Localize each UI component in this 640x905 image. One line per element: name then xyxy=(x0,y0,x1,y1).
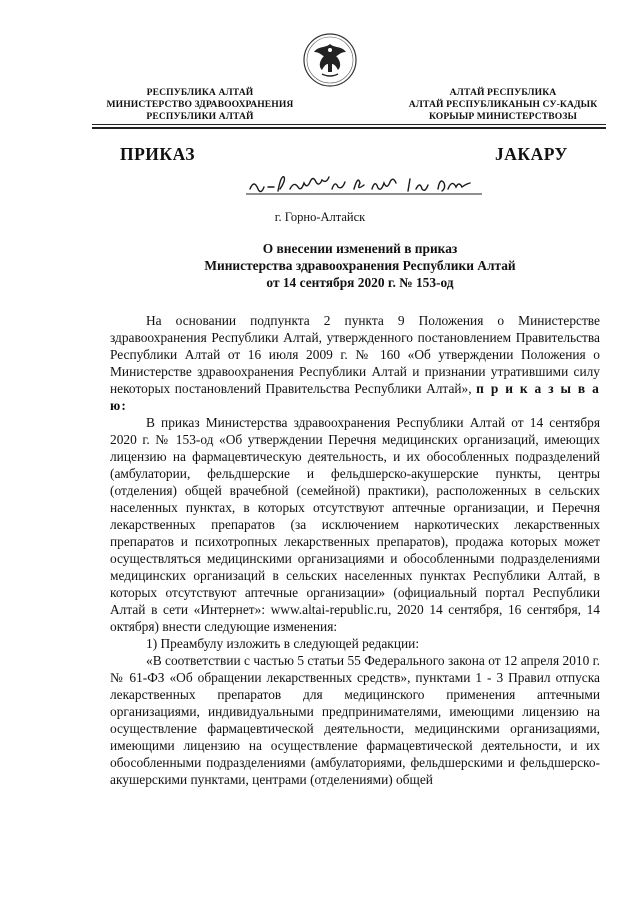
header-left-line: МИНИСТЕРСТВО ЗДРАВООХРАНЕНИЯ xyxy=(106,99,294,110)
title-line: О внесении изменений в приказ xyxy=(262,241,458,256)
header-left-block xyxy=(90,87,310,123)
document-title xyxy=(120,240,600,291)
city-label: г. Горно-Алтайск xyxy=(274,210,366,224)
doc-type-altai: JАКАРУ xyxy=(495,144,568,164)
title-line: от 14 сентября 2020 г. № 153-од xyxy=(266,275,454,290)
doc-type-russian: ПРИКАЗ xyxy=(120,144,196,164)
header-divider-thin xyxy=(92,124,606,125)
paragraph-basis-text: На основании подпункта 2 пункта 9 Положения о Министерстве здравоохранения Республики Алтай, утвержденного постановлением Правительства Республики Алтай от 16 июля 2009 г. № 160 «Об утверждении Положения о Министерстве здравоохранения Республики Алтай и признании утратившими силу некоторых постановлений Правительства Республики Алтай», xyxy=(110,313,600,396)
header-divider-thick xyxy=(92,127,606,129)
header-right-line: КОРЫЫР МИНИСТЕРСТВОЗЫ xyxy=(428,111,578,122)
title-line: Министерства здравоохранения Республики Алтай xyxy=(204,258,516,273)
header-right-line: АЛТАЙ РЕСПУБЛИКА xyxy=(449,87,557,98)
order-word: п р и к а з ы в а ю: xyxy=(110,381,601,413)
paragraph-preamble-new: «В соответствии с частью 5 статьи 55 Федерального закона от 12 апреля 2010 г. № 61-ФЗ «Об обращении лекарственных средств», пунктами 1 - 3 Правил отпуска лекарственных препаратов для медицинского применения аптечными организациями, индивидуальными предпринимателями, имеющими лицензию на осуществление фармацевтической деятельности, медицинскими организациями, имеющими лицензию на осуществление фармацевтической деятельности, и их обособленными подразделениями (амбулаториями, фельдшерскими и фельдшерско-акушерскими пунктами, центрами (отделениями) общей xyxy=(110,653,600,787)
paragraph-item-1: 1) Преамбулу изложить в следующей редакции: xyxy=(146,636,420,651)
paragraph-basis xyxy=(110,312,600,414)
header-right-block xyxy=(388,87,618,123)
header-left-line: РЕСПУБЛИКИ АЛТАЙ xyxy=(146,111,254,122)
header-right-line: АЛТАЙ РЕСПУБЛИКАНЫН СУ-КАДЫК xyxy=(408,99,598,110)
coat-of-arms-icon xyxy=(300,32,360,88)
document-body xyxy=(110,312,600,788)
handwritten-date-number xyxy=(232,167,496,201)
paragraph-amendment-intro: В приказ Министерства здравоохранения Республики Алтай от 14 сентября 2020 г. № 153-од «Об утверждении Перечня медицинских организаций, имеющих лицензию на фармацевтическую деятельность, и их обособленных подразделений (амбулатории, фельдшерские и фельдшерско-акушерские пункты, центры (отделения) общей врачебной (семейной) практики), расположенных в сельских населенных пунктах, в которых отсутствуют аптечные организации, и Перечня лекарственных препаратов (за исключением наркотических лекарственных препаратов и психотропных лекарственных препаратов), продажа которых может осуществляться медицинскими организациями и обособленными подразделениями медицинских организаций в сельских населенных пунктах Республики Алтай, в которых отсутствуют аптечные организации» (официальный портал Республики Алтай в сети «Интернет»: www.altai-republic.ru, 2020 14 сентября, 16 сентября, 14 октября) внести следующие изменения: xyxy=(110,415,600,634)
header-left-line: РЕСПУБЛИКА АЛТАЙ xyxy=(146,87,254,98)
